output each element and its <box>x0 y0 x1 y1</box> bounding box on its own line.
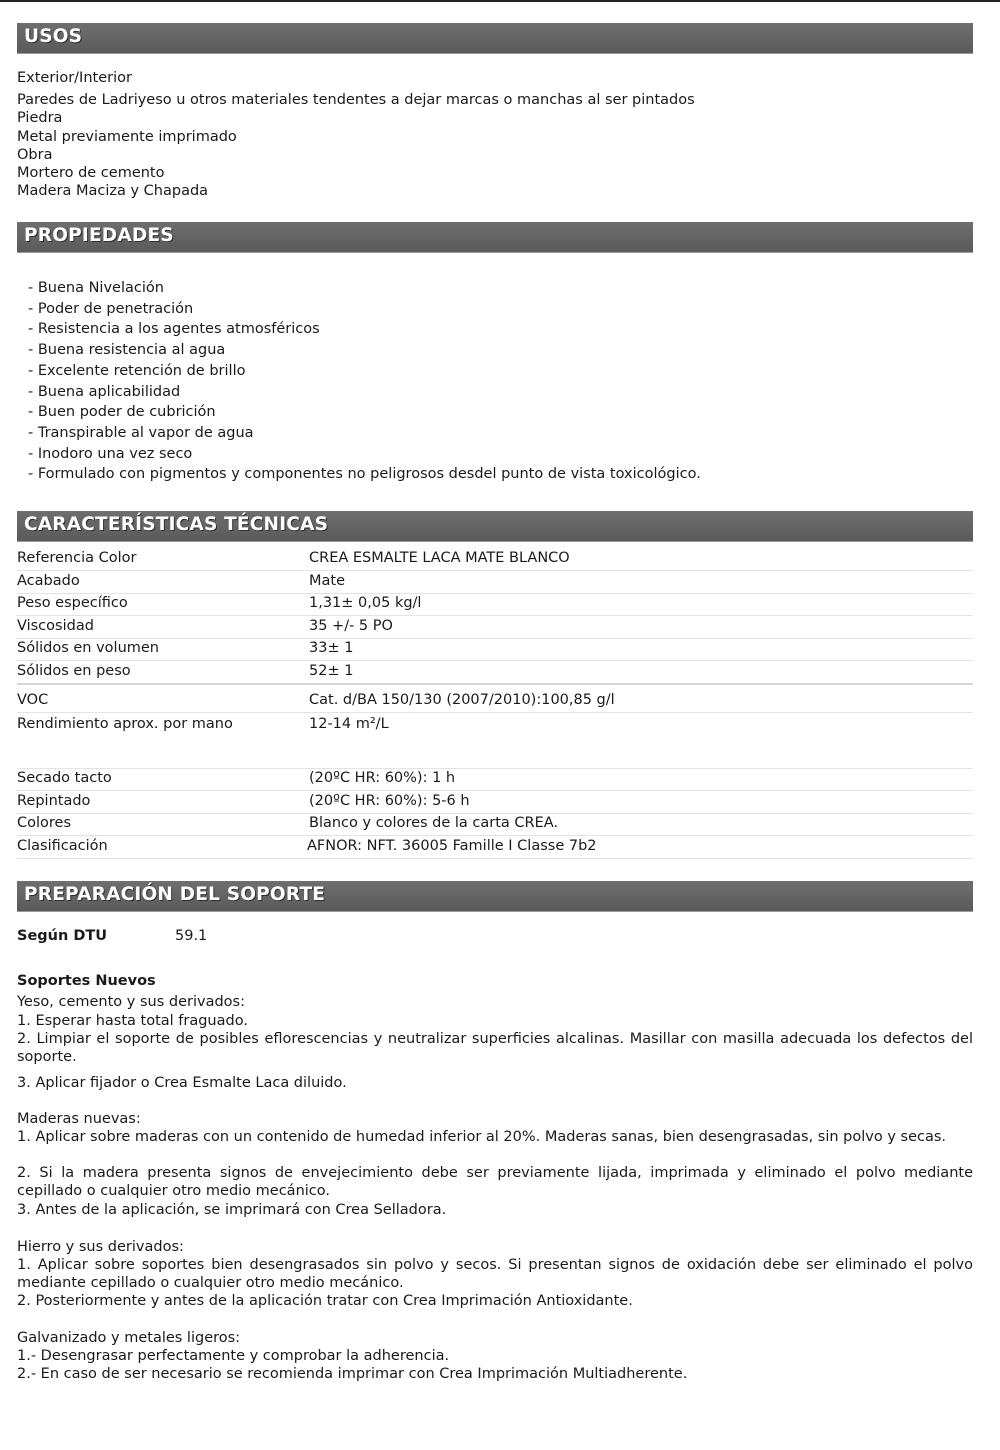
row-label: Sólidos en volumen <box>17 640 159 656</box>
yeso-step: 1. Esperar hasta total fraguado. <box>17 1013 248 1029</box>
top-rule <box>0 0 1000 2</box>
row-label: Acabado <box>17 573 80 589</box>
section-header-usos <box>17 23 973 54</box>
table-row <box>17 791 973 814</box>
maderas-step: 1. Aplicar sobre maderas con un contenido de humedad inferior al 20%. Maderas sanas, bien desengrasadas, sin polvo y secas. <box>17 1129 947 1145</box>
propiedad-item: - Formulado con pigmentos y componentes no peligrosos desdel punto de vista toxicológico. <box>28 466 701 483</box>
row-value: 1,31± 0,05 kg/l <box>309 595 422 611</box>
section-title-caracteristicas: CARACTERÍSTICAS TÉCNICAS <box>24 514 329 535</box>
propiedad-item: - Inodoro una vez seco <box>28 445 193 462</box>
galvanizado-step: 2.- En caso de ser necesario se recomienda imprimar con Crea Imprimación Multiadherente. <box>17 1366 688 1382</box>
row-value: 33± 1 <box>309 640 354 656</box>
table-row <box>17 638 973 661</box>
row-value: (20ºC HR: 60%): 5-6 h <box>309 793 470 809</box>
table-row <box>17 813 973 836</box>
yeso-step: 3. Aplicar fijador o Crea Esmalte Laca diluido. <box>17 1075 347 1091</box>
table-row <box>17 768 973 791</box>
table-row <box>17 836 973 859</box>
row-label: Colores <box>17 815 72 831</box>
row-label: Secado tacto <box>17 770 112 786</box>
propiedad-item: - Buena Nivelación <box>28 280 164 296</box>
galvanizado-title: Galvanizado y metales ligeros: <box>17 1330 241 1346</box>
usos-item: Piedra <box>17 110 63 127</box>
table-row <box>17 714 973 769</box>
row-value: 12-14 m²/L <box>309 716 389 732</box>
dtu-value: 59.1 <box>175 928 208 944</box>
usos-item: Madera Maciza y Chapada <box>17 183 209 200</box>
maderas-step: 2. Si la madera presenta signos de envejecimiento debe ser previamente lijada, imprimada y eliminado el polvo mediante cepillado o cualquier otro medio mecánico. <box>17 1165 973 1200</box>
section-header-propiedades <box>17 222 973 253</box>
row-value: CREA ESMALTE LACA MATE BLANCO <box>309 550 570 566</box>
row-label: Repintado <box>17 793 91 809</box>
section-title-preparacion: PREPARACIÓN DEL SOPORTE <box>24 884 326 905</box>
row-value: AFNOR: NFT. 36005 Famille I Classe 7b2 <box>307 838 597 854</box>
table-row <box>17 690 973 713</box>
table-row <box>17 593 973 616</box>
row-value: Blanco y colores de la carta CREA. <box>309 815 559 831</box>
section-title-propiedades: PROPIEDADES <box>24 225 174 246</box>
usos-item: Obra <box>17 146 53 163</box>
usos-item: Exterior/Interior <box>17 70 132 86</box>
propiedad-item: - Buena aplicabilidad <box>28 383 181 400</box>
section-title-usos: USOS <box>24 26 83 47</box>
hierro-step: 1. Aplicar sobre soportes bien desengrasados sin polvo y secos. Si presentan signos de oxidación debe ser eliminado el polvo mediante cepillado o cualquier otro medio mecánico. <box>17 1257 973 1292</box>
propiedad-item: - Buen poder de cubrición <box>28 404 216 421</box>
propiedad-item: - Transpirable al vapor de agua <box>28 424 254 441</box>
row-value: 52± 1 <box>309 663 354 679</box>
row-value: Cat. d/BA 150/130 (2007/2010):100,85 g/l <box>309 692 615 708</box>
maderas-title: Maderas nuevas: <box>17 1111 141 1127</box>
propiedades-list <box>17 278 973 485</box>
row-label: Rendimiento aprox. por mano <box>17 716 233 732</box>
hierro-step: 2. Posteriormente y antes de la aplicación tratar con Crea Imprimación Antioxidante. <box>17 1293 633 1309</box>
section-header-caracteristicas <box>17 511 973 542</box>
dtu-line <box>17 927 973 945</box>
propiedad-item: - Excelente retención de brillo <box>28 362 246 379</box>
table-row <box>17 571 973 594</box>
propiedad-item: - Poder de penetración <box>28 300 194 317</box>
table-row <box>17 661 973 685</box>
section-header-preparacion <box>17 881 973 912</box>
yeso-step: 2. Limpiar el soporte de posibles eflorescencias y neutralizar superficies alcalinas. Masillar con masilla adecuada los defectos del soporte. <box>17 1031 973 1066</box>
row-label: Referencia Color <box>17 550 137 566</box>
propiedad-item: - Buena resistencia al agua <box>28 342 226 359</box>
row-label: Sólidos en peso <box>17 663 131 679</box>
yeso-title: Yeso, cemento y sus derivados: <box>17 994 245 1010</box>
propiedad-item: - Resistencia a los agentes atmosféricos <box>28 321 320 338</box>
table-row <box>17 616 973 639</box>
hierro-title: Hierro y sus derivados: <box>17 1239 184 1255</box>
row-value: Mate <box>309 573 346 589</box>
usos-list <box>17 69 973 200</box>
table-row <box>17 548 973 571</box>
usos-item: Metal previamente imprimado <box>17 128 237 145</box>
row-value: (20ºC HR: 60%): 1 h <box>309 770 456 786</box>
row-label: Viscosidad <box>17 618 94 634</box>
row-label: Clasificación <box>17 838 108 854</box>
row-label: Peso específico <box>17 595 128 611</box>
row-label: VOC <box>17 692 49 708</box>
maderas-step: 3. Antes de la aplicación, se imprimará con Crea Selladora. <box>17 1202 447 1218</box>
dtu-label: Según DTU <box>17 928 108 944</box>
galvanizado-step: 1.- Desengrasar perfectamente y comprobar la adherencia. <box>17 1348 450 1364</box>
usos-item: Mortero de cemento <box>17 165 165 182</box>
usos-item: Paredes de Ladriyeso u otros materiales tendentes a dejar marcas o manchas al ser pintados <box>17 92 695 109</box>
soportes-nuevos-title: Soportes Nuevos <box>17 973 156 989</box>
row-value: 35 +/- 5 PO <box>309 618 393 634</box>
